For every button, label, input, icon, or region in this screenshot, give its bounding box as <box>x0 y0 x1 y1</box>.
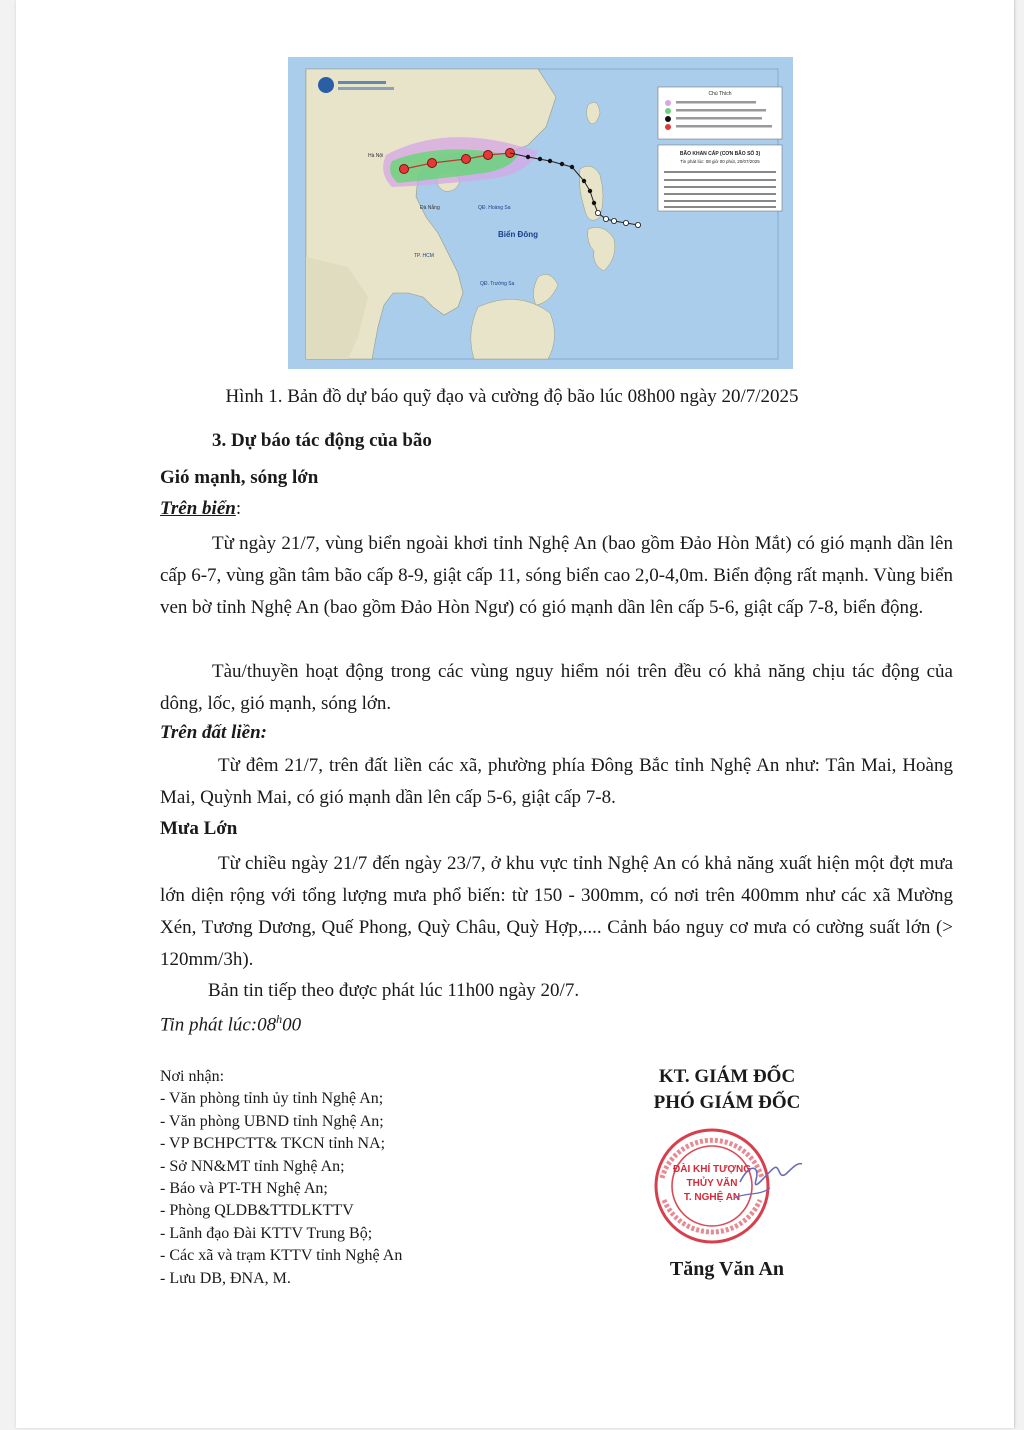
recipient-item: - Lãnh đạo Đài KTTV Trung Bộ; <box>160 1224 373 1242</box>
subheading-wind: Gió mạnh, sóng lớn <box>160 467 319 488</box>
issued-time-sup: h <box>276 1012 283 1026</box>
label-on-sea <box>160 498 241 520</box>
map-label-da-nang: Đà Nẵng <box>420 205 440 211</box>
issued-time <box>160 1012 301 1036</box>
recipient-item: - Sở NN&MT tỉnh Nghệ An; <box>160 1157 345 1175</box>
map-label-hoang-sa: QĐ. Hoàng Sa <box>478 205 511 211</box>
subheading-rain: Mưa Lớn <box>160 818 238 839</box>
label-on-sea-colon: : <box>235 498 242 519</box>
issued-time-tail: 00 <box>282 1014 302 1036</box>
recipient-item: - Văn phòng UBND tỉnh Nghệ An; <box>160 1112 384 1130</box>
stamp-line-3: T. NGHỆ AN <box>683 1192 741 1203</box>
storm-track-map <box>288 57 793 369</box>
map-label-truong-sa: QĐ. Trường Sa <box>480 281 515 287</box>
recipient-item: - Phòng QLDB&TTDLKTTV <box>160 1202 354 1220</box>
map-label-bien-dong: Biển Đông <box>498 230 538 239</box>
next-bulletin-note: Bản tin tiếp theo được phát lúc 11h00 ngày 20/7. <box>208 980 580 1001</box>
official-stamp <box>650 1122 810 1252</box>
map-label-ha-noi: Hà Nội <box>368 153 384 159</box>
issued-time-label: Tin phát lúc:08 <box>160 1014 277 1036</box>
map-label-tp-hcm: TP. HCM <box>414 253 434 259</box>
recipients-title: Nơi nhận: <box>160 1068 225 1085</box>
recipient-item: - Các xã và trạm KTTV tỉnh Nghệ An <box>160 1247 403 1265</box>
signer-name: Tăng Văn An <box>669 1258 785 1280</box>
paragraph-sea-1: Từ ngày 21/7, vùng biển ngoài khơi tỉnh Nghệ An (bao gồm Đảo Hòn Mắt) có gió mạnh dần lên cấp 6-7, vùng gần tâm bão cấp 8-9, giật cấp 11, sóng biển cao 2,0-4,0m. Biển động rất mạnh. Vùng biển ven bờ tỉnh Nghệ An (bao gồm Đảo Hòn Ngư) có gió mạnh dần lên cấp 5-6, giật cấp 7-8, biển động. <box>160 533 953 618</box>
figure-caption: Hình 1. Bản đồ dự báo quỹ đạo và cường độ bão lúc 08h00 ngày 20/7/2025 <box>225 386 799 407</box>
label-on-land: Trên đất liền: <box>160 722 267 743</box>
paragraph-land: Từ đêm 21/7, trên đất liền các xã, phường phía Đông Bắc tỉnh Nghệ An như: Tân Mai, Hoàng Mai, Quỳnh Mai, có gió mạnh dần lên cấp 5-6, giật cấp 7-8. <box>160 755 953 808</box>
stamp-line-1: ĐÀI KHÍ TƯỢNG <box>673 1164 751 1175</box>
map-legend-title: Chú Thích <box>708 91 732 97</box>
label-on-sea-text: Trên biển <box>160 498 236 519</box>
map-table-title: BÃO KHẨN CẤP (CƠN BÃO SỐ 3) <box>679 151 761 157</box>
map-table-subtitle: Tin phát lúc: 08 giờ 00 phút, 20/07/2025 <box>680 159 760 164</box>
recipient-item: - Văn phòng tỉnh ủy tỉnh Nghệ An; <box>160 1090 384 1108</box>
signature-title-1: KT. GIÁM ĐỐC <box>658 1066 796 1087</box>
stamp-line-2: THỦY VĂN <box>686 1178 738 1189</box>
recipient-item: - Lưu DB, ĐNA, M. <box>160 1269 291 1287</box>
signature-title-2: PHÓ GIÁM ĐỐC <box>653 1092 801 1113</box>
paragraph-rain: Từ chiều ngày 21/7 đến ngày 23/7, ở khu vực tỉnh Nghệ An có khả năng xuất hiện một đợt mưa lớn diện rộng với tổng lượng mưa phổ biến: từ 150 - 300mm, có nơi trên 400mm như các xã Mường Xén, Tương Dương, Quế Phong, Quỳ Châu, Quỳ Hợp,.... Cảnh báo nguy cơ mưa có cường suất lớn (> 120mm/3h). <box>160 853 953 970</box>
paragraph-sea-2: Tàu/thuyền hoạt động trong các vùng nguy hiểm nói trên đều có khả năng chịu tác động của dông, lốc, gió mạnh, sóng lớn. <box>160 661 953 714</box>
recipients-block <box>160 1066 402 1290</box>
section-heading: 3. Dự báo tác động của bão <box>212 430 432 451</box>
recipient-item: - Báo và PT-TH Nghệ An; <box>160 1180 328 1198</box>
recipient-item: - VP BCHPCTT& TKCN tỉnh NA; <box>160 1135 386 1153</box>
